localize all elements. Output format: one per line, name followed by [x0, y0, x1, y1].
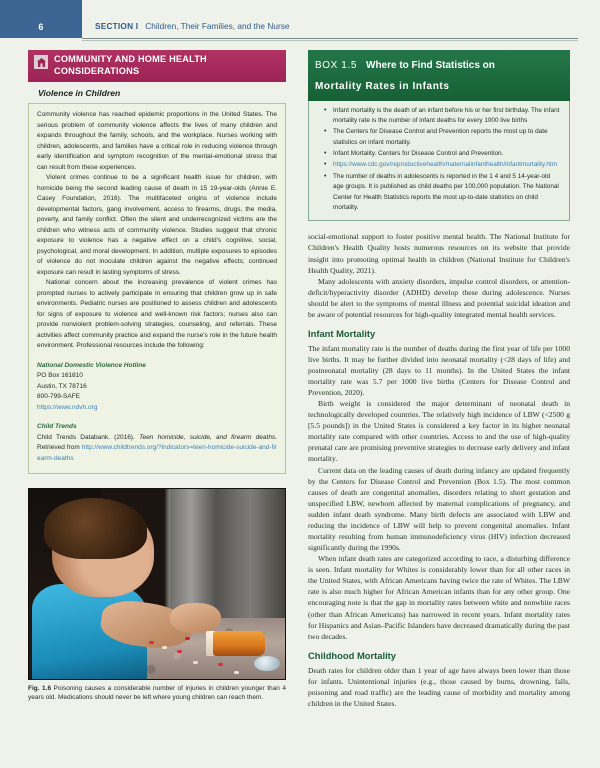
community-box-title-line1: COMMUNITY AND HOME HEALTH — [54, 54, 207, 64]
box-1-5 — [308, 50, 570, 221]
main-body-text — [308, 231, 570, 708]
left-column — [28, 50, 286, 703]
infant-paragraph-1: The infant mortality rate is the number of deaths during the first year of life per 1000 live births. It may be further divided into neonatal mortality (<28 days of life) and postneonatal mortality (28 days to 11 months). In the United States the infant mortality rate was 5.7 per 1000 live births (Centers for Disease Control and Prevention, 2020). — [308, 343, 570, 397]
box-1-5-bullet: • The Centers for Disease Control and Prevention reports the most up to date statistics on infant mortality. — [326, 127, 561, 148]
box-1-5-bullet-list — [315, 106, 561, 214]
box-1-5-bullet: • The number of deaths in adolescents is reported in the 1 4 and 5 14-year-old age groups. It is published as child deaths per 100,000 population. The National Center for Health Statistics reports the most up-to-date statistics on child mortality. — [326, 172, 561, 214]
community-home-health-box — [28, 50, 286, 474]
community-paragraph-1: Community violence has reached epidemic proportions in the United States. The serious problem of community violence affects the lives of many children and expands throughout the family, schools, and the workplace. Nurses working with children, adolescents, and families have a critical role in reducing violence through early identification and symptom recognition of the mental-emotional stress that can result from these experiences. — [37, 111, 277, 171]
figure-caption — [28, 684, 286, 704]
page-columns — [0, 50, 600, 768]
cdc-url-link[interactable]: https://www.cdc.gov/reproductivehealth/maternalinfanthealth/infantmortality.htm — [333, 161, 558, 169]
box-1-5-bullet: • Infant mortality is the death of an infant before his or her first birthday. The infant mortality rate is the number of infant deaths for every 1000 live births — [326, 106, 561, 127]
resource-1-address-line2: Austin, TX 78716 — [37, 382, 87, 390]
box-1-5-title-line1: Where to Find Statistics on — [366, 60, 495, 71]
resource-2-url-link[interactable]: http://www.childtrends.org/?indicators=teen-homicide-suicide-and-firearm-deaths — [37, 444, 277, 462]
header-rule-secondary — [82, 40, 578, 41]
resource-2-citation-part2: Retrieved from — [37, 444, 82, 452]
resource-2-citation-title: Teen homicide, suicide, and firearm deaths. — [139, 433, 277, 441]
resource-2-citation — [37, 433, 277, 465]
resource-1-name: National Domestic Violence Hotline — [37, 361, 146, 369]
community-box-subtitle: Violence in Children — [38, 88, 121, 98]
box-1-5-bullet: • Infant Mortality. Centers for Disease Control and Prevention. — [326, 149, 561, 159]
resource-1-address-line1: PO Box 161810 — [37, 372, 83, 380]
figure-photo — [28, 488, 286, 680]
home-health-icon — [34, 55, 48, 69]
community-box-body — [28, 103, 286, 474]
photo-pill — [149, 641, 154, 644]
right-column — [308, 50, 570, 709]
running-head — [95, 21, 289, 31]
community-box-title-line2: CONSIDERATIONS — [54, 65, 140, 76]
infant-paragraph-3: Current data on the leading causes of death during infancy are updated frequently by the Centers for Disease Control and Prevention (Box 1.5). The most common causes of death are congenital anomalies, disorders relating to short gestation and unspecified LBW, newborn affected by maternal complications of pregnancy, and sudden infant death syndrome. Many birth defects are associated with LBW and reducing the incidence of LBW will help to prevent congenital anomalies. Infant mortality resulting from human immunodeficiency virus (HIV) infection decreased significantly during the 1990s. — [308, 465, 570, 553]
box-1-5-header — [308, 50, 570, 101]
section-title: Children, Their Families, and the Nurse — [145, 21, 290, 31]
page-number: 6 — [38, 22, 44, 32]
photo-pill — [234, 671, 239, 674]
figure-caption-text: Poisoning causes a considerable number of injuries in children younger than 4 years old. Medications should never be left where young children can reach them. — [28, 684, 286, 702]
resource-1-phone: 800-799-SAFE — [37, 393, 80, 401]
community-box-title — [54, 54, 207, 77]
header-rule — [82, 38, 578, 39]
heading-childhood-mortality: Childhood Mortality — [308, 649, 397, 661]
photo-child-hair — [44, 498, 146, 559]
infant-paragraph-4: When infant death rates are categorized according to race, a disturbing difference is seen. Infant mortality for Whites is considerably lower than for all other races in the United States, with African Americans having twice the rate of Whites. The LBW rate is also much higher for African American infants than for any other group. One encouraging note is that the gap in mortality rates between white and nonwhite races (other than African Americans) has narrowed in recent years. Infant mortality rates for Hispanics and Asian–Pacific Islanders have decreased dramatically during the past two decades. — [308, 554, 570, 641]
page-header — [0, 0, 600, 44]
box-1-5-number: BOX 1.5 — [315, 60, 357, 71]
resource-1-url-link[interactable]: https://www.ndvh.org — [37, 403, 98, 411]
photo-child-hand — [170, 603, 221, 633]
community-paragraph-3: National concern about the increasing prevalence of violent crimes has prompted nurses to actively participate in ensuring that children grow up in safe environments. Pediatric nurses are positioned to assess children and adolescents for signs of exposure to violence and well-known risk factors; nurses also can provide nonviolent problem-solving strategies, counseling, and referrals. These activities affect community practice and expand the nurse's role in the future health environment. Professional resources include the following: — [37, 279, 277, 350]
folio-block — [0, 0, 82, 38]
childhood-paragraph-1: Death rates for children older than 1 year of age have always been lower than those for infants. Unintentional injuries (e.g., those caused by burns, drowning, falls, poisoning and road traffic) are the leading cause of morbidity and mortality among children in the United States. — [308, 665, 570, 708]
figure-label: Fig. 1.6 — [28, 684, 52, 692]
box-1-5-body — [308, 101, 570, 222]
photo-container-lid — [254, 656, 280, 671]
paragraph-adolescents: Many adolescents with anxiety disorders, impulse control disorders, or attention-deficit/hyperactivity disorder (ADHD) develop these during adolescence. Nurses should be alert to the symptoms of mental illness and potential suicidal ideation and be aware of potential resources for high-quality integrated mental health services. — [308, 276, 570, 319]
heading-infant-mortality: Infant Mortality — [308, 327, 376, 339]
photo-pill-bottle — [213, 631, 264, 656]
paragraph-continued: social-emotional support to foster positive mental health. The National Institute for Children's Health Quality hosts numerous resources on its website that provide insight into promoting optimal health in children (National Institute for Children's Health Quality, 2021). — [308, 232, 570, 275]
infant-paragraph-2: Birth weight is considered the major determinant of neonatal death in technologically developed countries. The relatively high incidence of LBW (<2500 g [5.5 pounds]) in the United States is considered a key factor in its higher neonatal mortality rate compared with other countries. Access to and the use of high-quality prenatal care are promising preventive strategies to decrease early delivery and infant mortality. — [308, 399, 570, 464]
community-box-header — [28, 50, 286, 82]
box-1-5-title-line2: Mortality Rates in Infants — [315, 80, 450, 92]
community-paragraph-2: Violent crimes continue to be a significant health issue for children, with homicide being the second leading cause of death in 15 19-year-olds (Annie E. Casey Foundation, 2016). The multifaceted origins of violence include developmental factors, gang involvement, access to firearms, drugs, the media, poverty, and family conflict. Often the silent and underrecognized victims are the children who witness acts of community violence. Studies suggest that chronic exposure to violence has a negative effect on a child's cognitive, social, psychological, and moral development. In addition, multiple exposures to episodes of violence do not inoculate children against the negative effects; continued exposure can result in lasting symptoms of stress. — [37, 174, 277, 276]
section-label: SECTION I — [95, 21, 139, 31]
photo-pill — [185, 637, 190, 640]
box-1-5-bullet-link[interactable] — [326, 160, 561, 170]
resource-2-name: Child Trends — [37, 423, 77, 431]
figure-1-6 — [28, 488, 286, 704]
resource-2-citation-part1: Child Trends Databank. (2016). — [37, 433, 140, 441]
